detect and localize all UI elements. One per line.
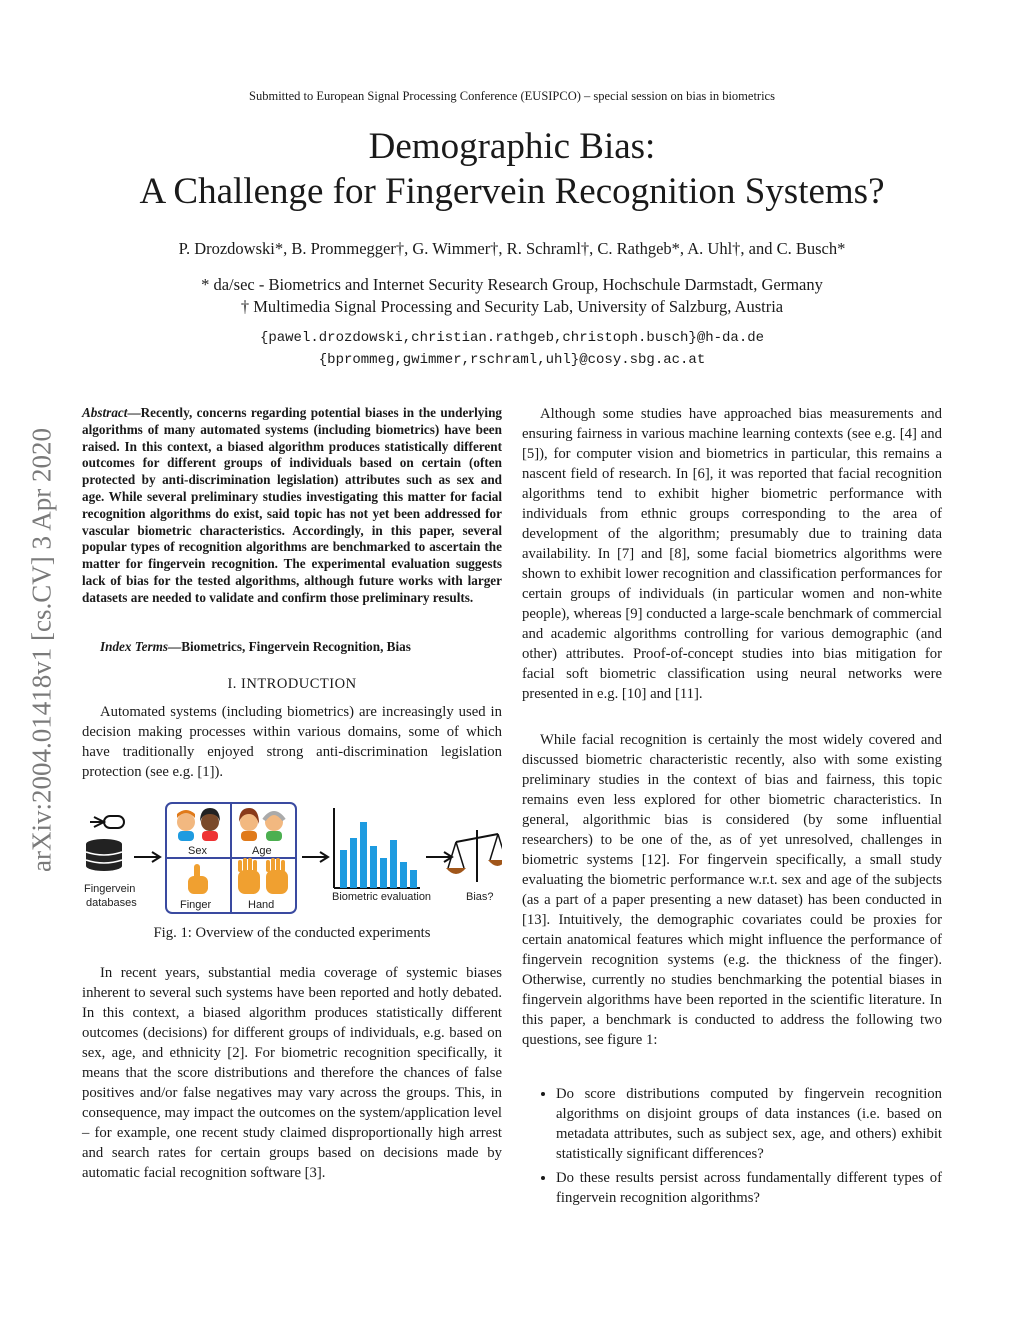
balance-scale-icon <box>446 830 502 882</box>
intro-paragraph-2-text: In recent years, substantial media coverage of systemic biases inherent to several such systems have been reported and hotly debated. In this context, a biased algorithm produces statistically different outcomes (decisions) for different groups of individuals, e.g. based on sex, age, and ethnicity [2]. For biometric recognition specifically, it means that the score distributions and therefore the chances of false positives and/or false negatives may vary across the groups. This, in consequence, may impact the outcomes on the system/application level – for example, one recent study claimed disproportionally high arrest and search rates for certain groups based on decisions made by automatic facial recognition software [3]. <box>82 965 502 1181</box>
paper-title-line-1: Demographic Bias: <box>368 126 656 167</box>
abstract-text: —Recently, concerns regarding potential biases in the underlying algorithms of many automated systems (including biometrics) have been raised. In this context, a biased algorithm produces statistically different outcomes for different groups of individuals based on certain (often protected by anti-discrimination legislation) attributes such as sex and age. While several preliminary studies investigating this matter for facial recognition algorithms do exist, said topic has not yet been addressed for vascular biometric characteristics. Accordingly, in this paper, several popular types of recognition algorithms are benchmarked to ascertain the matter for fingervein recognition. The experimental evaluation suggests lack of bias for the tested algorithms, although future works with larger datasets are needed to validate and confirm those preliminary results. <box>82 405 502 605</box>
label-evaluation: Biometric evaluation <box>332 891 432 903</box>
figure-1-diagram <box>82 800 502 920</box>
male-female-icon <box>177 808 220 841</box>
affiliation-salzburg: † Multimedia Signal Processing and Security Lab, University of Salzburg, Austria <box>240 297 784 316</box>
arrow-3-icon <box>426 852 452 862</box>
arrow-2-icon <box>302 852 328 862</box>
label-databases-1: Fingervein <box>84 883 136 895</box>
label-sex: Sex <box>188 845 207 857</box>
right-paragraph-2 <box>522 730 942 1050</box>
affiliation-hda: * da/sec - Biometrics and Internet Security Research Group, Hochschule Darmstadt, Germany <box>201 275 823 294</box>
list-item: • Do these results persist across fundamentally different types of fingervein recognition algorithms? <box>556 1168 942 1208</box>
right-paragraph-2-text: While facial recognition is certainly the most widely covered and discussed biometric characteristic recently, also with some existing preliminary studies in the context of bias and fairness, this topic remains even less explored for other biometric characteristics. In general, algorithmic bias is considered (by some influential researchers) to be one of the, as of yet unresolved, challenges in biometric systems [12]. For fingervein specifically, a small study evaluating the biometric performance w.r.t. sex and age of the subjects (as a part of a paper presenting a new dataset) has been conducted in [13]. Intuitively, the demographic covariates could be proxies for certain anatomical features which might influence the performance of fingervein recognition systems (e.g. the thickness of the finger). Otherwise, currently no studies benchmarking the potential biases in fingervein algorithms have been reported in the scientific literature. In this paper, a benchmark is conducted to address the following two questions, see figure 1: <box>522 732 942 1048</box>
paper-title-line-2: A Challenge for Fingervein Recognition Systems? <box>139 171 885 212</box>
author-list: P. Drozdowski*, B. Prommegger†, G. Wimmer†, R. Schraml†, C. Rathgeb*, A. Uhl†, and C. Busch* <box>178 239 846 258</box>
index-terms-text: —Biometrics, Fingervein Recognition, Bias <box>168 639 411 654</box>
label-bias: Bias? <box>466 891 494 903</box>
label-age: Age <box>252 845 272 857</box>
bar-chart-icon <box>334 808 420 888</box>
arxiv-stamp <box>12 370 72 930</box>
email-line-hda[interactable]: {pawel.drozdowski,christian.rathgeb,christoph.busch}@h-da.de <box>259 330 765 346</box>
index-terms-label: Index Terms <box>100 639 169 654</box>
intro-paragraph-1 <box>82 702 502 782</box>
hands-icon <box>238 860 288 894</box>
abstract <box>82 405 502 607</box>
figure-1-caption: Fig. 1: Overview of the conducted experiments <box>153 925 431 941</box>
label-finger: Finger <box>180 899 212 911</box>
intro-paragraph-2 <box>82 963 502 1183</box>
right-paragraph-1-text: Although some studies have approached bias measurements and ensuring fairness in various machine learning contexts (see e.g. [4] and [5]), for computer vision and biometrics in particular, this remains a nascent field of research. In [6], it was reported that facial recognition algorithms tend to exhibit higher biometric performance with individuals from ethnic groups corresponding to the area of development of the algorithm; presumably due to training data availability. In [7] and [8], some facial biometrics algorithms were shown to exhibit lower recognition and classification performances for certain groups of individuals (in particular women and non-white people), whereas [9] conducted a large-scale benchmark of commercial and academic algorithms controlling for various demographic (and other) attributes. Proof-of-concept studies into bias mitigation for facial soft biometric classification using neural networks were presented in e.g. [10] and [11]. <box>522 406 942 702</box>
arxiv-stamp-text: arXiv:2004.01418v1 [cs.CV] 3 Apr 2020 <box>26 428 57 872</box>
right-paragraph-1 <box>522 404 942 704</box>
intro-paragraph-1-text: Automated systems (including biometrics) are increasingly used in decision making processes within various domains, some of which have traditionally enjoyed strong anti-discrimination legislation protection (see e.g. [1]). <box>82 704 502 780</box>
index-terms <box>82 639 502 656</box>
hand-scanner-icon <box>90 816 124 828</box>
email-line-salzburg[interactable]: {bprommeg,gwimmer,rschraml,uhl}@cosy.sbg.ac.at <box>318 352 706 368</box>
label-databases-2: databases <box>86 897 137 909</box>
finger-icon <box>188 864 208 894</box>
label-hand: Hand <box>248 899 275 911</box>
question-list <box>528 1084 942 1212</box>
conference-note: Submitted to European Signal Processing Conference (EUSIPCO) – special session on bias in biometrics <box>249 89 775 103</box>
database-icon <box>86 839 122 871</box>
section-heading-introduction: I. INTRODUCTION <box>227 676 357 692</box>
abstract-label: Abstract <box>82 405 128 420</box>
arrow-1-icon <box>134 852 160 862</box>
list-item: • Do score distributions computed by fingervein recognition algorithms on disjoint groups of data instances (i.e. based on metadata attributes, such as subject sex, age, and others) exhibit statistically significant differences? <box>556 1084 942 1164</box>
young-old-icon <box>239 808 284 841</box>
figure-1 <box>82 800 502 920</box>
